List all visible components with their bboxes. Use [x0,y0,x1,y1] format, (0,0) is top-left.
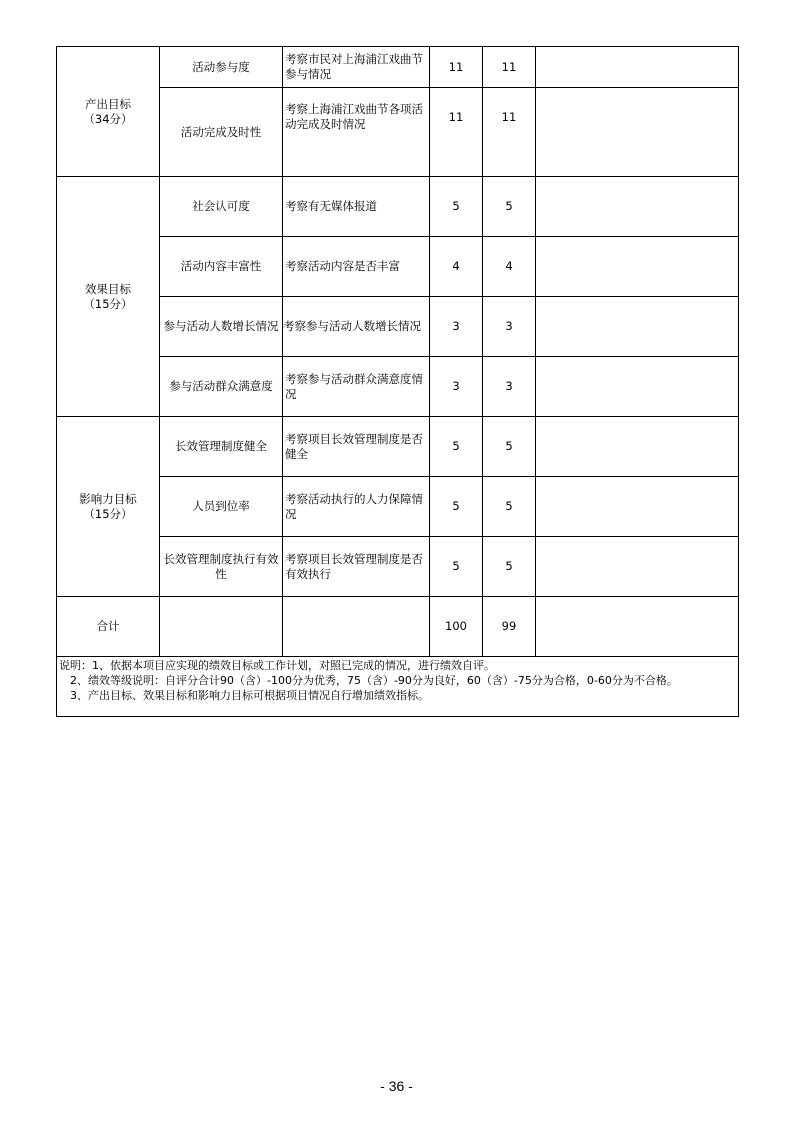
category-label: 影响力目标 （15分） [79,491,137,521]
category-label: 效果目标 （15分） [83,281,133,311]
score-cell: 11 [483,88,536,177]
indicator-cell: 活动内容丰富性 [160,237,283,297]
table-row [57,417,739,477]
score-cell: 5 [483,537,536,597]
total-weight: 100 [430,597,483,657]
description-cell: 考察上海浦江戏曲节各项活动完成及时情况 [283,88,430,177]
category-cell [57,177,160,417]
score-cell: 11 [483,47,536,88]
weight-cell: 4 [430,237,483,297]
remark-cell [536,88,739,177]
remark-cell [536,177,739,237]
page-number: - 36 - [380,1078,413,1094]
indicator-cell: 参与活动群众满意度 [160,357,283,417]
total-label: 合计 [57,597,160,657]
description-cell: 考察参与活动人数增长情况 [283,297,430,357]
empty-cell [160,597,283,657]
weight-cell: 5 [430,537,483,597]
score-cell: 4 [483,237,536,297]
score-cell: 3 [483,357,536,417]
remark-cell [536,357,739,417]
remark-cell [536,417,739,477]
indicator-cell: 活动参与度 [160,47,283,88]
note-line: 3、产出目标、效果目标和影响力目标可根据项目情况自行增加绩效指标。 [59,689,429,702]
empty-cell [283,597,430,657]
indicator-cell: 社会认可度 [160,177,283,237]
performance-evaluation-table [56,46,739,717]
description-cell: 考察活动执行的人力保障情况 [283,477,430,537]
notes-cell [57,657,739,717]
weight-cell: 11 [430,47,483,88]
description-cell: 考察项目长效管理制度是否有效执行 [283,537,430,597]
remark-cell [536,47,739,88]
table-row [57,88,739,177]
description-cell: 考察市民对上海浦江戏曲节参与情况 [283,47,430,88]
remark-cell [536,237,739,297]
total-score: 99 [483,597,536,657]
weight-cell: 3 [430,297,483,357]
score-cell: 5 [483,177,536,237]
note-line: 说明：1、依据本项目应实现的绩效目标或工作计划，对照已完成的情况，进行绩效自评。 [59,659,495,672]
category-label: 产出目标 （34分） [83,96,133,126]
table-row [57,237,739,297]
score-cell: 3 [483,297,536,357]
category-cell [57,417,160,597]
table-row [57,177,739,237]
description-cell: 考察活动内容是否丰富 [283,237,430,297]
weight-cell: 3 [430,357,483,417]
indicator-cell: 参与活动人数增长情况 [160,297,283,357]
description-cell: 考察项目长效管理制度是否健全 [283,417,430,477]
table-row [57,357,739,417]
table-row [57,297,739,357]
score-cell: 5 [483,417,536,477]
weight-cell: 5 [430,177,483,237]
weight-cell: 11 [430,88,483,177]
indicator-cell: 人员到位率 [160,477,283,537]
empty-cell [536,597,739,657]
note-line: 2、绩效等级说明：自评分合计90（含）-100分为优秀，75（含）-90分为良好，60（含）-75分为合格，0-60分为不合格。 [59,674,678,687]
remark-cell [536,537,739,597]
table-row [57,47,739,88]
score-cell: 5 [483,477,536,537]
description-cell: 考察参与活动群众满意度情况 [283,357,430,417]
category-cell [57,47,160,177]
table-row [57,477,739,537]
indicator-cell: 活动完成及时性 [160,88,283,177]
indicator-cell: 长效管理制度健全 [160,417,283,477]
table-row [57,537,739,597]
weight-cell: 5 [430,477,483,537]
notes-row [57,657,739,717]
indicator-cell: 长效管理制度执行有效性 [160,537,283,597]
remark-cell [536,297,739,357]
total-row [57,597,739,657]
description-cell: 考察有无媒体报道 [283,177,430,237]
weight-cell: 5 [430,417,483,477]
remark-cell [536,477,739,537]
